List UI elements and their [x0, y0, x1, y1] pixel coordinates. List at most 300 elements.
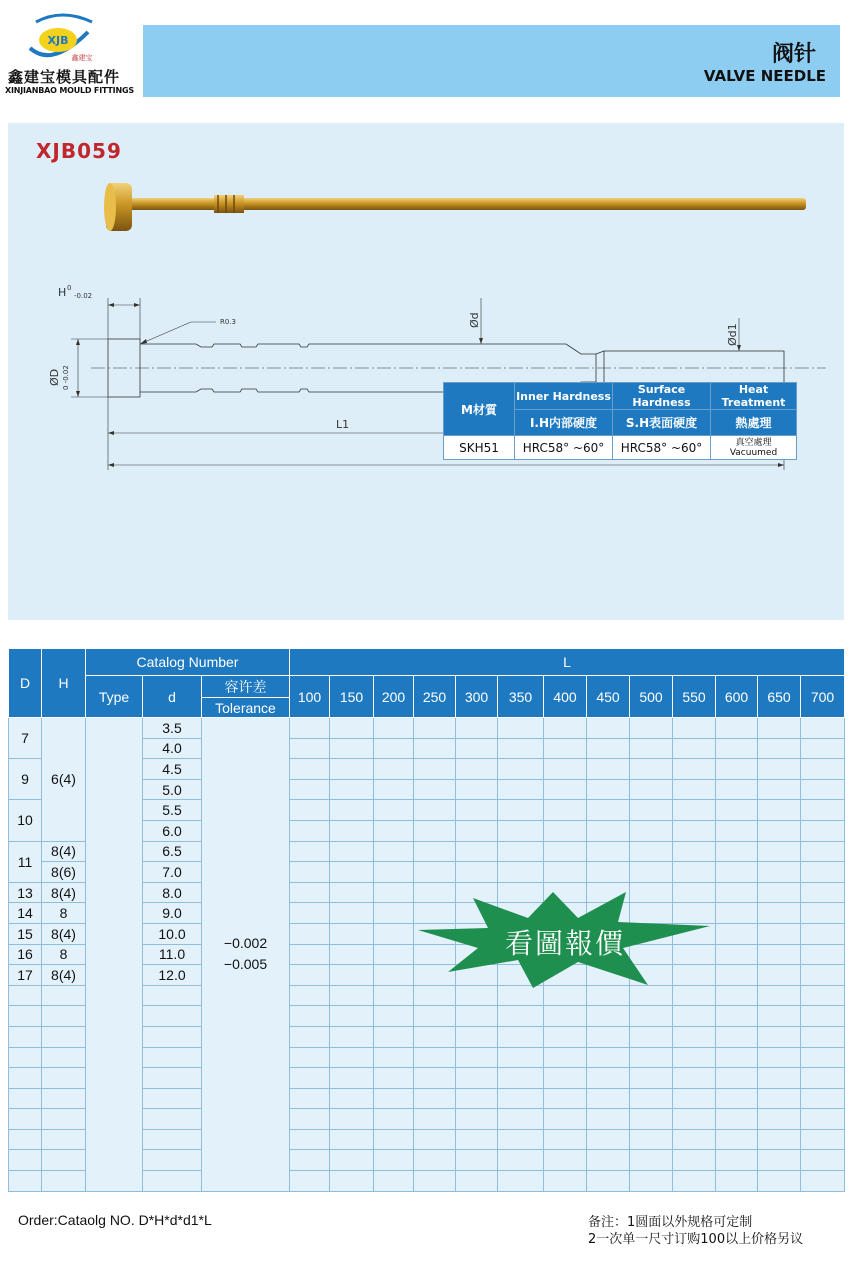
price-cell [630, 1171, 673, 1192]
price-cell [630, 759, 673, 780]
cell-small-d [143, 1026, 202, 1047]
price-cell [290, 1006, 330, 1027]
cell-h [42, 1109, 86, 1130]
cell-d: 17 [9, 965, 42, 986]
price-cell [498, 1109, 544, 1130]
price-cell [630, 1068, 673, 1089]
price-cell [673, 800, 716, 821]
dim-h-sup: 0 [67, 284, 72, 292]
price-cell [716, 779, 758, 800]
price-cell [374, 1088, 414, 1109]
cell-small-d: 5.5 [143, 800, 202, 821]
price-cell [716, 944, 758, 965]
title-band [143, 25, 840, 97]
cell-small-d: 6.0 [143, 820, 202, 841]
price-cell [758, 1068, 801, 1089]
price-cell [716, 759, 758, 780]
price-cell [498, 800, 544, 821]
price-cell [673, 1047, 716, 1068]
price-cell [801, 1109, 845, 1130]
price-cell [456, 1047, 498, 1068]
cell-h [42, 1068, 86, 1089]
price-cell [801, 1006, 845, 1027]
price-cell [498, 862, 544, 883]
price-cell [716, 1150, 758, 1171]
cell-small-d: 11.0 [143, 944, 202, 965]
price-cell [716, 965, 758, 986]
price-cell [758, 820, 801, 841]
price-cell [498, 1047, 544, 1068]
cell-d: 15 [9, 923, 42, 944]
company-name-cn: 鑫建宝模具配件 [8, 68, 121, 86]
price-cell [673, 1150, 716, 1171]
tolerance-lower: −0.005 [223, 956, 268, 972]
price-cell [758, 862, 801, 883]
price-cell [630, 1109, 673, 1130]
price-cell [290, 1171, 330, 1192]
price-cell [290, 1047, 330, 1068]
cell-small-d [143, 1006, 202, 1027]
price-cell [587, 1088, 630, 1109]
price-cell [498, 820, 544, 841]
price-cell [587, 862, 630, 883]
price-cell [758, 1109, 801, 1130]
price-cell [414, 820, 456, 841]
price-cell [330, 841, 374, 862]
cell-h: 8(6) [42, 862, 86, 883]
cell-small-d [143, 1068, 202, 1089]
cell-small-d: 5.0 [143, 779, 202, 800]
price-cell [587, 1171, 630, 1192]
price-cell [290, 985, 330, 1006]
price-cell [630, 1088, 673, 1109]
cell-small-d: 4.0 [143, 738, 202, 759]
price-cell [716, 862, 758, 883]
dim-d-label: ØD [48, 368, 61, 386]
cell-d [9, 1047, 42, 1068]
price-cell [544, 1026, 587, 1047]
price-cell [716, 1006, 758, 1027]
logo-cn: 鑫建宝 [71, 54, 93, 62]
price-cell [758, 923, 801, 944]
price-cell [716, 841, 758, 862]
price-cell [587, 1109, 630, 1130]
col-small-d-header: d [143, 676, 202, 718]
price-cell [801, 841, 845, 862]
price-cell [290, 718, 330, 739]
price-cell [673, 841, 716, 862]
price-cell [290, 923, 330, 944]
surface-hardness-cn: S.H表面硬度 [613, 410, 711, 436]
price-cell [290, 944, 330, 965]
col-tolerance-en: Tolerance [202, 698, 290, 718]
price-cell [330, 944, 374, 965]
price-cell [290, 738, 330, 759]
price-cell [758, 1088, 801, 1109]
price-cell [758, 1006, 801, 1027]
price-cell [630, 1047, 673, 1068]
price-cell [330, 759, 374, 780]
price-cell [801, 779, 845, 800]
price-cell [290, 779, 330, 800]
price-cell [544, 738, 587, 759]
price-cell [374, 1006, 414, 1027]
price-cell [758, 841, 801, 862]
heat-treatment-value [711, 436, 797, 460]
cell-h [42, 1026, 86, 1047]
price-cell [374, 1171, 414, 1192]
price-cell [374, 1150, 414, 1171]
cell-d: 9 [9, 759, 42, 800]
price-cell [456, 1006, 498, 1027]
price-cell [414, 1006, 456, 1027]
price-cell [498, 759, 544, 780]
cell-small-d: 6.5 [143, 841, 202, 862]
surface-hardness-value: HRC58° ~60° [613, 436, 711, 460]
cell-d [9, 1026, 42, 1047]
cell-small-d [143, 1150, 202, 1171]
price-cell [673, 1026, 716, 1047]
col-l-header: L [290, 649, 845, 676]
cell-d: 10 [9, 800, 42, 841]
price-cell [374, 738, 414, 759]
price-cell [290, 1026, 330, 1047]
price-cell [587, 841, 630, 862]
price-cell [544, 1068, 587, 1089]
dim-h-label: H [58, 286, 67, 299]
company-name-en: XINJIANBAO MOULD FITTINGS [5, 86, 134, 95]
price-cell [544, 1171, 587, 1192]
price-cell [498, 1068, 544, 1089]
price-cell [330, 862, 374, 883]
price-cell [414, 1026, 456, 1047]
cell-d [9, 1150, 42, 1171]
price-cell [414, 1068, 456, 1089]
dim-d-tol: 0 -0.02 [62, 365, 70, 390]
price-cell [630, 1129, 673, 1150]
price-cell [290, 820, 330, 841]
price-cell [544, 1088, 587, 1109]
price-cell [330, 718, 374, 739]
price-cell [801, 985, 845, 1006]
price-cell [414, 1088, 456, 1109]
price-cell [290, 1150, 330, 1171]
price-cell [456, 1129, 498, 1150]
price-cell [290, 965, 330, 986]
length-header: 350 [498, 676, 544, 718]
price-cell [330, 738, 374, 759]
length-header: 250 [414, 676, 456, 718]
price-cell [544, 1006, 587, 1027]
price-cell [544, 820, 587, 841]
price-cell [673, 1006, 716, 1027]
price-cell [456, 1109, 498, 1130]
cell-type [86, 718, 143, 1192]
price-cell [330, 779, 374, 800]
price-cell [498, 1129, 544, 1150]
price-cell [587, 1026, 630, 1047]
product-title-en: VALVE NEEDLE [703, 67, 826, 85]
cell-h: 8(4) [42, 923, 86, 944]
treatment-cn: 真空處理 [735, 437, 772, 448]
price-cell [801, 738, 845, 759]
cell-d [9, 985, 42, 1006]
price-cell [630, 738, 673, 759]
order-format: Order:Cataolg NO. D*H*d*d1*L [18, 1212, 212, 1228]
price-cell [716, 1129, 758, 1150]
price-cell [290, 862, 330, 883]
price-cell [374, 965, 414, 986]
price-cell [801, 718, 845, 739]
length-header: 550 [673, 676, 716, 718]
price-cell [673, 738, 716, 759]
note-line-2: 2一次单一尺寸订购100以上价格另议 [588, 1232, 804, 1247]
price-cell [716, 1171, 758, 1192]
price-cell [290, 800, 330, 821]
price-cell [374, 841, 414, 862]
price-cell [374, 1068, 414, 1089]
price-cell [330, 985, 374, 1006]
price-cell [758, 882, 801, 903]
price-cell [374, 800, 414, 821]
price-cell [801, 923, 845, 944]
price-cell [330, 1150, 374, 1171]
treatment-en: Vacuumed [729, 447, 778, 458]
price-cell [630, 1006, 673, 1027]
length-header: 450 [587, 676, 630, 718]
cell-small-d: 9.0 [143, 903, 202, 924]
length-header: 200 [374, 676, 414, 718]
price-cell [630, 820, 673, 841]
cell-small-d: 7.0 [143, 862, 202, 883]
length-header: 300 [456, 676, 498, 718]
col-tolerance-cn: 容许差 [202, 676, 290, 698]
price-cell [414, 841, 456, 862]
price-cell [498, 779, 544, 800]
price-cell [290, 882, 330, 903]
price-cell [414, 862, 456, 883]
price-cell [716, 820, 758, 841]
cell-small-d [143, 1047, 202, 1068]
inner-hardness-en: Inner Hardness [515, 383, 613, 410]
price-cell [544, 1129, 587, 1150]
price-cell [673, 1171, 716, 1192]
price-cell [374, 862, 414, 883]
price-cell [374, 903, 414, 924]
length-header: 100 [290, 676, 330, 718]
product-photo [96, 175, 816, 250]
price-cell [801, 862, 845, 883]
tolerance-upper: −0.002 [223, 935, 268, 951]
cell-small-d [143, 1088, 202, 1109]
price-cell [414, 1047, 456, 1068]
price-cell [374, 985, 414, 1006]
price-cell [544, 1150, 587, 1171]
price-cell [456, 718, 498, 739]
cell-h: 8(4) [42, 841, 86, 862]
price-cell [456, 800, 498, 821]
price-cell [374, 882, 414, 903]
price-cell [544, 862, 587, 883]
cell-d [9, 1068, 42, 1089]
price-cell [498, 1171, 544, 1192]
col-h-header: H [42, 649, 86, 718]
price-cell [673, 862, 716, 883]
price-cell [414, 779, 456, 800]
cell-d: 7 [9, 718, 42, 759]
inner-hardness-value: HRC58° ~60° [515, 436, 613, 460]
cell-small-d [143, 985, 202, 1006]
price-cell [758, 1129, 801, 1150]
price-cell [456, 862, 498, 883]
table-row [9, 718, 845, 739]
price-cell [801, 903, 845, 924]
price-cell [498, 1150, 544, 1171]
heat-treatment-cn: 熱處理 [711, 410, 797, 436]
quote-star-text: 看圖報價 [505, 927, 626, 960]
price-cell [587, 820, 630, 841]
cell-h [42, 1006, 86, 1027]
cell-d [9, 1088, 42, 1109]
cell-small-d: 10.0 [143, 923, 202, 944]
cell-small-d: 12.0 [143, 965, 202, 986]
price-cell [456, 1171, 498, 1192]
price-cell [456, 1068, 498, 1089]
price-cell [801, 1068, 845, 1089]
cell-small-d: 8.0 [143, 882, 202, 903]
price-cell [758, 1171, 801, 1192]
price-cell [801, 965, 845, 986]
price-cell [758, 965, 801, 986]
cell-d [9, 1171, 42, 1192]
price-cell [716, 923, 758, 944]
price-cell [330, 1129, 374, 1150]
steel-grade: SKH51 [444, 436, 515, 460]
price-cell [414, 1109, 456, 1130]
price-cell [801, 1171, 845, 1192]
price-cell [801, 759, 845, 780]
price-cell [587, 738, 630, 759]
price-cell [716, 985, 758, 1006]
radius-label: R0.3 [220, 318, 236, 326]
price-cell [456, 841, 498, 862]
price-cell [374, 1047, 414, 1068]
price-cell [630, 1026, 673, 1047]
length-header: 400 [544, 676, 587, 718]
price-cell [716, 1026, 758, 1047]
cell-h [42, 1150, 86, 1171]
dim-l1-label: L1 [336, 418, 350, 431]
dim-small-d-label: Ød [468, 312, 481, 328]
material-table [443, 382, 797, 460]
cell-d: 16 [9, 944, 42, 965]
price-cell [716, 1068, 758, 1089]
price-cell [716, 903, 758, 924]
price-cell [414, 718, 456, 739]
price-cell [758, 1150, 801, 1171]
price-cell [587, 718, 630, 739]
price-cell [290, 1068, 330, 1089]
price-cell [290, 841, 330, 862]
price-cell [801, 944, 845, 965]
price-cell [414, 1171, 456, 1192]
price-cell [716, 800, 758, 821]
cell-h: 8(4) [42, 965, 86, 986]
price-cell [330, 1109, 374, 1130]
price-cell [544, 759, 587, 780]
company-logo [22, 10, 98, 66]
price-cell [587, 800, 630, 821]
price-cell [630, 1150, 673, 1171]
price-cell [374, 1129, 414, 1150]
price-cell [290, 1129, 330, 1150]
cell-small-d: 4.5 [143, 759, 202, 780]
price-cell [330, 800, 374, 821]
logo-text: XJB [47, 34, 69, 47]
price-cell [758, 903, 801, 924]
price-cell [374, 718, 414, 739]
price-cell [330, 820, 374, 841]
price-cell [330, 1088, 374, 1109]
price-cell [374, 1026, 414, 1047]
price-cell [330, 1026, 374, 1047]
price-cell [544, 800, 587, 821]
price-cell [630, 779, 673, 800]
price-cell [758, 779, 801, 800]
price-cell [330, 1006, 374, 1027]
dim-d1-label: Ød1 [726, 323, 739, 346]
dim-h-sub: -0.02 [74, 292, 93, 300]
price-cell [630, 718, 673, 739]
price-cell [290, 1109, 330, 1130]
surface-hardness-en: Surface Hardness [613, 383, 711, 410]
price-cell [374, 923, 414, 944]
length-header: 600 [716, 676, 758, 718]
price-cell [374, 759, 414, 780]
cell-small-d: 3.5 [143, 718, 202, 739]
price-cell [374, 944, 414, 965]
price-cell [374, 820, 414, 841]
price-cell [673, 718, 716, 739]
price-cell [673, 1129, 716, 1150]
price-cell [374, 1109, 414, 1130]
cell-h [42, 1129, 86, 1150]
price-cell [587, 1150, 630, 1171]
price-cell [673, 1068, 716, 1089]
price-cell [758, 1026, 801, 1047]
price-cell [758, 944, 801, 965]
price-cell [758, 1047, 801, 1068]
cell-h: 8 [42, 944, 86, 965]
price-cell [456, 759, 498, 780]
length-header: 650 [758, 676, 801, 718]
price-cell [544, 1109, 587, 1130]
product-title-cn: 阀针 [771, 42, 816, 67]
price-cell [801, 1026, 845, 1047]
price-cell [801, 1047, 845, 1068]
cell-h [42, 1171, 86, 1192]
price-cell [414, 759, 456, 780]
price-cell [330, 965, 374, 986]
price-cell [716, 1088, 758, 1109]
price-cell [330, 1047, 374, 1068]
drawing-panel [8, 123, 844, 620]
inner-hardness-cn: I.H内部硬度 [515, 410, 613, 436]
cell-h [42, 985, 86, 1006]
price-cell [630, 800, 673, 821]
price-cell [498, 1088, 544, 1109]
price-cell [456, 738, 498, 759]
